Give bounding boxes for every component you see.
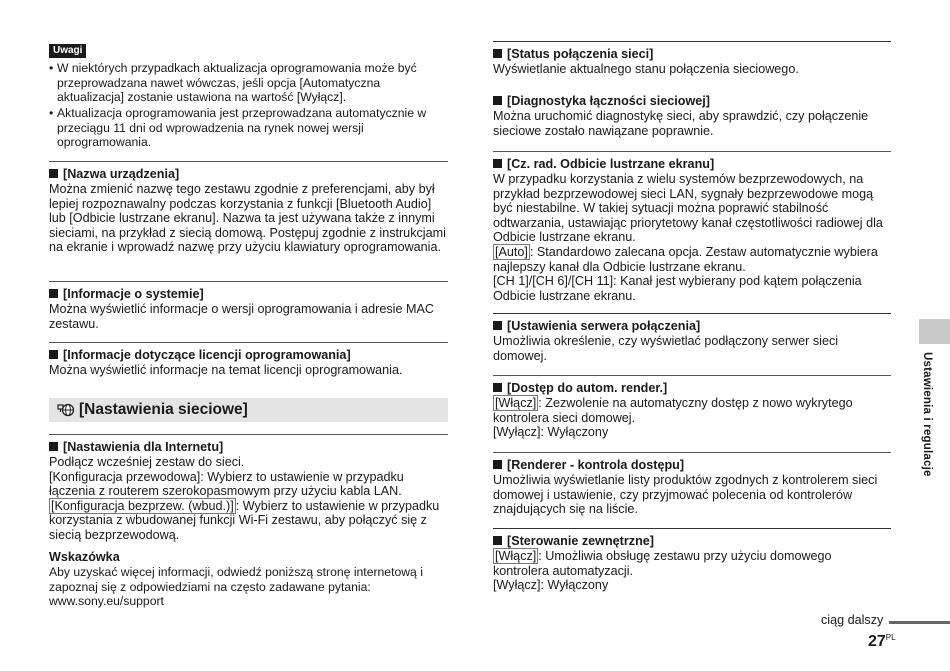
section-body: Można wyświetlić informacje o wersji oprogramowania i adresie MAC zestawu. (49, 302, 434, 331)
note-item-2: • Aktualizacja oprogramowania jest przeprowadzana automatycznie w przeciągu 11 dni od wprowadzenia na rynek nowej wersji oprogramowania. (49, 106, 427, 150)
section-title: [Nazwa urządzenia] (49, 162, 448, 182)
square-bullet-icon (493, 321, 502, 330)
square-bullet-icon (49, 442, 58, 451)
section-body-line: [Włącz] : Umożliwia obsługę zestawu przy użyciu domowego kontrolera automatyzacji. (493, 549, 832, 578)
section-mirror-channel (493, 151, 891, 303)
hint-body: Aby uzyskać więcej informacji, odwiedź poniższą stronę internetową i zapoznaj się z odpowiedziami na często zadawane pytania: (49, 565, 423, 594)
continued-label: ciąg dalszy (821, 613, 884, 627)
section-body: W przypadku korzystania z wielu systemów bezprzewodowych, na przykład bezprzewodowej sieci LAN, sygnały bezprzewodowe mogą być niestabilne. W takiej sytuacji można poprawić stabilność odtwarzania, ustawiając priorytetowy kanał częstotliwości radiowej dla Odbicie lustrzane ekranu. (493, 172, 883, 245)
section-diagnostics (493, 89, 891, 138)
section-title: [Informacje o systemie] (49, 282, 448, 302)
hint-title: Wskazówka (49, 550, 120, 564)
section-renderer-access (493, 452, 891, 517)
section-hint (49, 546, 448, 609)
square-bullet-icon (493, 159, 502, 168)
square-bullet-icon (493, 460, 502, 469)
section-title: [Renderer - kontrola dostępu] (493, 453, 891, 473)
bullet-icon: • (49, 61, 54, 75)
square-bullet-icon (49, 169, 58, 178)
square-bullet-icon (493, 536, 502, 545)
note-item-1: • W niektórych przypadkach aktualizacja oprogramowania może być przeprowadzana nawet wówczas, jeśli opcja [Automatyczna aktualizacja] zostanie ustawiona na wartość [Wyłącz]. (49, 61, 417, 105)
square-bullet-icon (493, 49, 502, 58)
section-body: Umożliwia wyświetlanie listy produktów zgodnych z kontrolerem sieci domowej i ustawienie, czy przyjmować polecenia od kontrolerów znajdujących się na liście. (493, 473, 878, 517)
square-bullet-icon (493, 96, 502, 105)
square-bullet-icon (49, 289, 58, 298)
network-settings-title: [Nastawienia sieciowe] (79, 401, 248, 418)
section-body-line: [CH 1]/[CH 6]/[CH 11]: Kanał jest wybierany pod kątem połączenia Odbicie lustrzane ekranu. (493, 274, 862, 303)
section-body: Można uruchomić diagnostykę sieci, aby sprawdzić, czy połączenie sieciowe zostało nawiązane poprawnie. (493, 109, 869, 138)
continued-line (889, 621, 950, 624)
section-body-line: [Auto] : Standardowo zalecana opcja. Zestaw automatycznie wybiera najlepszy kanał dla Odbicie lustrzane ekranu. (493, 244, 878, 274)
page-number: $27^{PL}$ (868, 633, 896, 650)
section-title: [Nastawienia dla Internetu] (49, 435, 448, 455)
hint-url: www.sony.eu/support (49, 594, 164, 609)
bullet-icon: • (49, 106, 54, 120)
chapter-tab-marker (919, 319, 950, 344)
option-boxed: [Włącz] (495, 549, 537, 563)
section-device-name (49, 161, 448, 255)
square-bullet-icon (493, 383, 502, 392)
option-boxed: [Włącz] (495, 396, 537, 410)
section-body-line: Podłącz wcześniej zestaw do sieci. (49, 455, 245, 469)
section-title: [Dostęp do autom. render.] (493, 376, 891, 396)
section-body: Można wyświetlić informacje na temat licencji oprogramowania. (49, 363, 403, 377)
section-title: [Ustawienia serwera połączenia] (493, 314, 891, 334)
section-body-line: [Konfiguracja przewodowa]: Wybierz to ustawienie w przypadku łączenia z routerem szerokopasmowym przy użyciu kabla LAN. (49, 469, 404, 499)
notes-badge: Uwagi (49, 44, 86, 58)
section-title: [Cz. rad. Odbicie lustrzane ekranu] (493, 152, 891, 172)
option-boxed: [Auto] (495, 244, 528, 259)
network-globe-icon (57, 401, 75, 425)
chapter-tab-label: Ustawienia i regulacje (921, 352, 933, 477)
section-body: Umożliwia określenie, czy wyświetlać podłączony serwer sieci domowej. (493, 334, 839, 363)
section-system-info (49, 281, 448, 331)
section-title: [Diagnostyka łączności sieciowej] (493, 89, 891, 109)
network-settings-header (49, 398, 448, 422)
section-body-line: [Wyłącz]: Wyłączony (493, 425, 609, 440)
section-auto-access (493, 375, 891, 440)
section-internet-settings (49, 434, 448, 543)
section-license-info (49, 342, 448, 378)
option-boxed: [Konfiguracja bezprzew. (wbud.)] (51, 498, 234, 513)
section-body-line: [Wyłącz]: Wyłączony (493, 578, 609, 593)
square-bullet-icon (49, 350, 58, 359)
section-title: [Informacje dotyczące licencji oprogramowania] (49, 343, 448, 363)
section-network-status (493, 41, 891, 77)
section-body: Można zmienić nazwę tego zestawu zgodnie z preferencjami, aby był lepiej rozpoznawalny podczas korzystania z funkcji [Bluetooth Audio] lub [Odbicie lustrzane ekranu]. Nazwa ta jest używana także z innymi sieciami, na przykład z siecią domową. Postępuj zgodnie z instrukcjami na ekranie i wprowadź nazwę przy użyciu klawiatury oprogramowania. (49, 182, 446, 255)
section-body-line: [Konfiguracja bezprzew. (wbud.)] : Wybierz to ustawienie w przypadku korzystania z wbudowanej funkcji Wi-Fi zestawu, aby połączyć się z siecią bezprzewodową. (49, 498, 440, 542)
section-server-settings (493, 313, 891, 363)
section-external-control (493, 528, 891, 593)
page-language: PL (885, 633, 896, 642)
section-body-line: [Włącz] : Zezwolenie na automatyczny dostęp z nowo wykrytego kontrolera sieci domowej. (493, 396, 853, 425)
section-title: [Status połączenia sieci] (493, 42, 891, 62)
section-title: [Sterowanie zewnętrzne] (493, 529, 891, 549)
section-body: Wyświetlanie aktualnego stanu połączenia sieciowego. (493, 62, 799, 76)
